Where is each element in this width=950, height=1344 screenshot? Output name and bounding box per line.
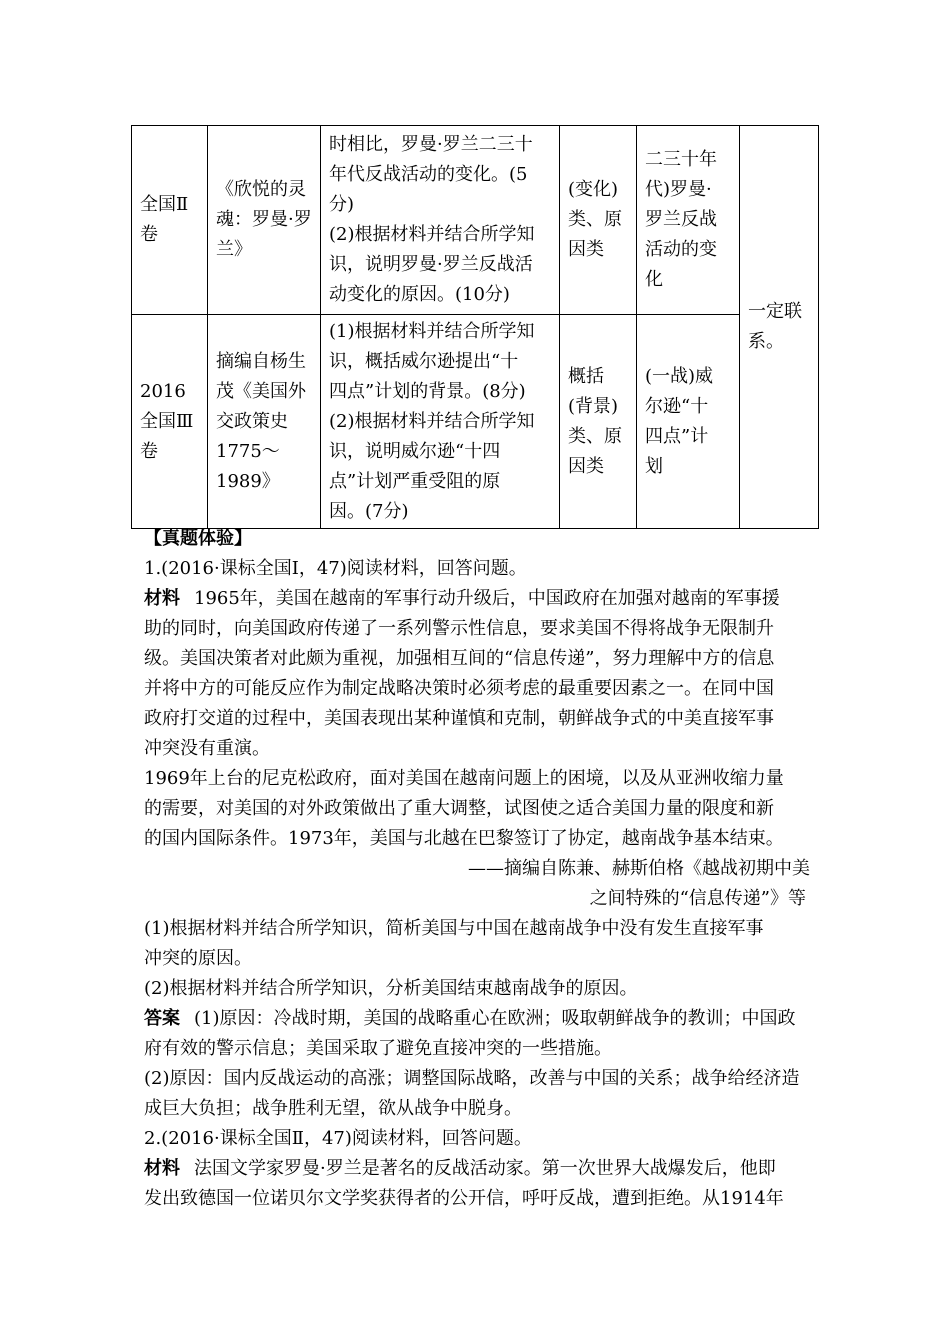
merged-note-cell: 一定联 系。: [740, 126, 819, 529]
exam-analysis-table: [131, 125, 819, 529]
q1-answer-line: 答案 (1)原因：冷战时期，美国的战略重心在欧洲；吸取朝鲜战争的教训；中国政: [144, 1008, 796, 1029]
q1-material-line: 冲突没有重演。: [144, 738, 270, 759]
question-cell: 时相比，罗曼·罗兰二三十 年代反战活动的变化。(5 分) (2)根据材料并结合所学知 识，说明罗曼·罗兰反战活 动变化的原因。(10分): [321, 126, 560, 315]
material-label: 材料: [144, 588, 180, 609]
question-cell: (1)根据材料并结合所学知 识，概括威尔逊提出“十 四点”计划的背景。(8分) (2)根据材料并结合所学知 识，说明威尔逊“十四 点”计划严重受阻的原 因。(7分): [321, 315, 560, 529]
q1-answer-line: 府有效的警示信息；美国采取了避免直接冲突的一些措施。: [144, 1038, 612, 1059]
q1-material-line: 1969年上台的尼克松政府，面对美国在越南问题上的困境，以及从亚洲收缩力量: [144, 768, 784, 789]
q1-question-line: (2)根据材料并结合所学知识，分析美国结束越南战争的原因。: [144, 978, 638, 999]
q2-material-line: 发出致德国一位诺贝尔文学奖获得者的公开信，呼吁反战，遭到拒绝。从1914年: [144, 1188, 784, 1209]
table-row: [132, 315, 819, 529]
exam-text-body: [144, 524, 810, 1214]
q1-material-line: 的国内国际条件。1973年，美国与北越在巴黎签订了协定，越南战争基本结束。: [144, 828, 784, 849]
q1-material-line: 助的同时，向美国政府传递了一系列警示性信息，要求美国不得将战争无限制升: [144, 618, 774, 639]
type-cell: (变化) 类、原 因类: [560, 126, 637, 315]
source-cell: 摘编自杨生 茂《美国外 交政策史 1775～ 1989》: [208, 315, 321, 529]
q1-question-line: (1)根据材料并结合所学知识，简析美国与中国在越南战争中没有发生直接军事: [144, 918, 764, 939]
q1-answer-line: (2)原因：国内反战运动的高涨；调整国际战略，改善与中国的关系；战争给经济造: [144, 1068, 800, 1089]
material-label: 材料: [144, 1158, 180, 1179]
exam-cell: 全国Ⅱ 卷: [132, 126, 208, 315]
q1-material-line: 并将中方的可能反应作为制定战略决策时必须考虑的最重要因素之一。在同中国: [144, 678, 774, 699]
q1-material-line: 的需要，对美国的对外政策做出了重大调整，试图使之适合美国力量的限度和新: [144, 798, 774, 819]
topic-cell: (一战)威 尔逊“十 四点”计 划: [637, 315, 740, 529]
q1-question-line: 冲突的原因。: [144, 948, 252, 969]
answer-label: 答案: [144, 1008, 180, 1029]
q1-material-line: 政府打交道的过程中，美国表现出某种谨慎和克制，朝鲜战争式的中美直接军事: [144, 708, 774, 729]
q2-material-line: 材料 法国文学家罗曼·罗兰是著名的反战活动家。第一次世界大战爆发后，他即: [144, 1158, 776, 1179]
exam-cell: 2016 全国Ⅲ 卷: [132, 315, 208, 529]
q1-source-line: 之间特殊的“信息传递”》等: [589, 888, 806, 909]
q1-answer-line: 成巨大负担；战争胜利无望，欲从战争中脱身。: [144, 1098, 522, 1119]
type-cell: 概括 (背景) 类、原 因类: [560, 315, 637, 529]
q2-title: 2.(2016·课标全国Ⅱ，47)阅读材料，回答问题。: [144, 1128, 532, 1149]
q1-material-line: 材料 1965年，美国在越南的军事行动升级后，中国政府在加强对越南的军事援: [144, 588, 780, 609]
q1-material-line: 级。美国决策者对此颇为重视，加强相互间的“信息传递”，努力理解中方的信息: [144, 648, 775, 669]
q1-title: 1.(2016·课标全国Ⅰ，47)阅读材料，回答问题。: [144, 558, 527, 579]
section-heading: 【真题体验】: [144, 528, 252, 549]
source-cell: 《欣悦的灵 魂：罗曼·罗 兰》: [208, 126, 321, 315]
q1-source-line: ——摘编自陈兼、赫斯伯格《越战初期中美: [468, 858, 810, 879]
table-row: [132, 126, 819, 315]
topic-cell: 二三十年 代)罗曼· 罗兰反战 活动的变 化: [637, 126, 740, 315]
